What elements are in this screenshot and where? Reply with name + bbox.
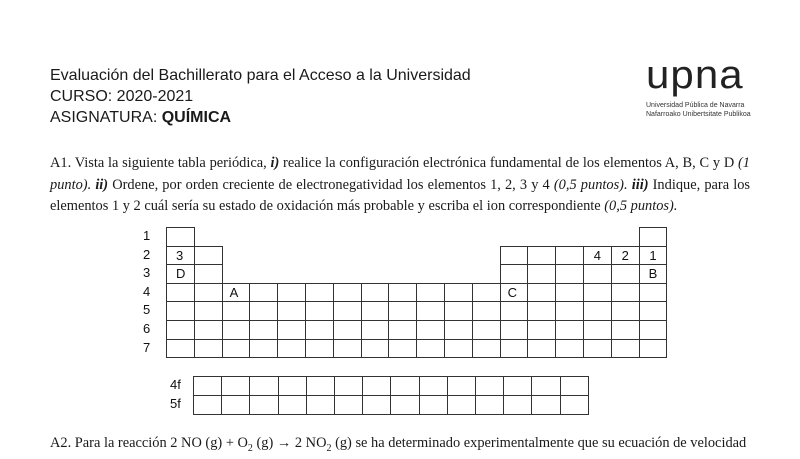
f-block-cell	[531, 376, 560, 396]
f-block-cell	[362, 395, 391, 415]
element-cell	[388, 301, 417, 321]
element-cell	[305, 339, 334, 359]
element-cell	[444, 283, 473, 303]
element-cell	[416, 283, 445, 303]
element-cell	[555, 264, 584, 284]
element-mark: C	[507, 284, 517, 300]
f-block-cell	[503, 376, 532, 396]
element-cell	[166, 227, 195, 247]
element-cell	[222, 301, 251, 321]
element-cell	[472, 320, 501, 340]
f-block-label: 4f	[170, 377, 181, 392]
element-cell	[222, 320, 251, 340]
f-block-cell	[249, 376, 278, 396]
element-cell	[555, 246, 584, 266]
element-cell	[639, 227, 668, 247]
element-cell	[583, 320, 612, 340]
element-cell	[416, 301, 445, 321]
element-cell	[555, 283, 584, 303]
f-block-cell	[390, 376, 419, 396]
element-mark: 2	[621, 247, 629, 263]
element-cell	[527, 283, 556, 303]
element-cell	[333, 320, 362, 340]
f-block-cell	[193, 395, 222, 415]
element-cell	[388, 283, 417, 303]
element-cell	[583, 264, 612, 284]
f-block-cell	[390, 395, 419, 415]
element-cell	[416, 320, 445, 340]
element-cell	[472, 283, 501, 303]
element-cell	[222, 283, 251, 303]
element-cell	[194, 320, 223, 340]
element-cell	[222, 339, 251, 359]
element-mark: 3	[176, 247, 184, 263]
f-block-cell	[334, 395, 363, 415]
f-block-cell	[560, 395, 589, 415]
subject-name: QUÍMICA	[161, 109, 232, 126]
subject-prefix: ASIGNATURA:	[50, 109, 162, 126]
element-cell	[611, 264, 640, 284]
element-cell	[388, 320, 417, 340]
f-block-cell	[334, 376, 363, 396]
element-cell	[166, 339, 195, 359]
f-block-cell	[475, 376, 504, 396]
element-cell	[500, 320, 529, 340]
element-cell	[305, 283, 334, 303]
f-block-cell	[560, 376, 589, 396]
f-block-cell	[221, 395, 250, 415]
element-cell	[639, 320, 668, 340]
element-mark: 4	[593, 247, 602, 263]
element-cell	[194, 264, 223, 284]
element-cell	[166, 301, 195, 321]
element-cell	[611, 246, 640, 266]
subject-line	[50, 108, 231, 128]
element-cell	[305, 320, 334, 340]
element-cell	[444, 301, 473, 321]
element-cell	[555, 301, 584, 321]
element-cell	[639, 264, 668, 284]
element-cell	[166, 283, 195, 303]
element-cell	[611, 339, 640, 359]
period-label: 2	[143, 246, 151, 262]
element-cell	[388, 339, 417, 359]
f-block-cell	[362, 376, 391, 396]
period-label: 3	[143, 265, 151, 281]
element-cell	[277, 283, 306, 303]
element-mark: 1	[649, 247, 657, 263]
element-cell	[472, 339, 501, 359]
element-cell	[333, 301, 362, 321]
element-cell	[194, 283, 223, 303]
element-cell	[639, 246, 668, 266]
question-a1: A1. Vista la siguiente tabla periódica, i) realice la configuración electrónica fundamental de los elementos A, B, C y D (1 punto). ii) Ordene, por orden creciente de electronegatividad los elementos 1, 2, 3 y 4 (0,5 puntos). iii) Indique, para los elementos 1 y 2 cuál sería su estado de oxidación más probable y escriba el ion correspondiente (0,5 puntos).	[50, 155, 751, 214]
f-block-cell	[419, 395, 448, 415]
f-block-cell	[306, 376, 335, 396]
element-cell	[611, 301, 640, 321]
element-cell	[361, 320, 390, 340]
element-cell	[249, 301, 278, 321]
element-cell	[527, 320, 556, 340]
element-cell	[249, 283, 278, 303]
element-cell	[555, 339, 584, 359]
element-cell	[583, 339, 612, 359]
f-block-cell	[306, 395, 335, 415]
element-cell	[527, 264, 556, 284]
question-a2: A2. Para la reacción 2 NO $(g) + O_2$ (g) → 2 $NO_2$ (g) se ha determinado experimentalmente que su ecuación de velocidad	[50, 435, 747, 454]
element-cell	[500, 246, 529, 266]
element-cell	[611, 320, 640, 340]
f-block-cell	[221, 376, 250, 396]
f-block-cell	[447, 395, 476, 415]
period-label: 5	[143, 302, 151, 318]
element-cell	[500, 283, 529, 303]
logo-word: upna	[646, 53, 744, 97]
period-label: 1	[143, 228, 151, 243]
element-cell	[639, 301, 668, 321]
element-cell	[500, 339, 529, 359]
logo-sub-eu: Nafarroako Unibertsitate Publikoa	[646, 111, 751, 118]
course-year: CURSO: 2020-2021	[50, 88, 194, 105]
element-cell	[500, 301, 529, 321]
element-cell	[555, 320, 584, 340]
element-cell	[249, 320, 278, 340]
upna-logo	[646, 55, 766, 119]
element-cell	[333, 339, 362, 359]
f-block-cell	[503, 395, 532, 415]
element-cell	[277, 301, 306, 321]
element-cell	[249, 339, 278, 359]
element-cell	[305, 301, 334, 321]
element-cell	[500, 264, 529, 284]
element-mark: A	[229, 284, 239, 300]
element-mark: B	[648, 266, 658, 282]
period-label: 4	[143, 283, 151, 299]
exam-title: Evaluación del Bachillerato para el Acceso a la Universidad	[50, 67, 471, 84]
f-block-label: 5f	[170, 396, 181, 411]
period-label: 6	[143, 321, 151, 336]
f-block-cell	[278, 376, 307, 396]
element-cell	[527, 246, 556, 266]
f-block-cell	[278, 395, 307, 415]
element-cell	[194, 301, 223, 321]
element-cell	[194, 246, 223, 266]
f-block-cell	[419, 376, 448, 396]
element-cell	[527, 301, 556, 321]
f-block-cell	[249, 395, 278, 415]
element-cell	[583, 246, 612, 266]
element-cell	[333, 283, 362, 303]
logo-sub-es: Universidad Pública de Navarra	[646, 102, 745, 109]
element-cell	[444, 320, 473, 340]
element-cell	[583, 301, 612, 321]
element-cell	[166, 264, 195, 284]
element-cell	[166, 246, 195, 266]
f-block-cell	[475, 395, 504, 415]
element-cell	[444, 339, 473, 359]
element-cell	[277, 339, 306, 359]
f-block-cell	[193, 376, 222, 396]
element-cell	[527, 339, 556, 359]
element-cell	[361, 339, 390, 359]
f-block-cell	[531, 395, 560, 415]
element-cell	[361, 283, 390, 303]
f-block-cell	[447, 376, 476, 396]
element-cell	[639, 339, 668, 359]
element-mark: D	[176, 266, 186, 282]
element-cell	[611, 283, 640, 303]
element-cell	[416, 339, 445, 359]
period-label: 7	[143, 339, 151, 355]
element-cell	[361, 301, 390, 321]
element-cell	[194, 339, 223, 359]
element-cell	[583, 283, 612, 303]
element-cell	[166, 320, 195, 340]
element-cell	[277, 320, 306, 340]
element-cell	[472, 301, 501, 321]
element-cell	[639, 283, 668, 303]
